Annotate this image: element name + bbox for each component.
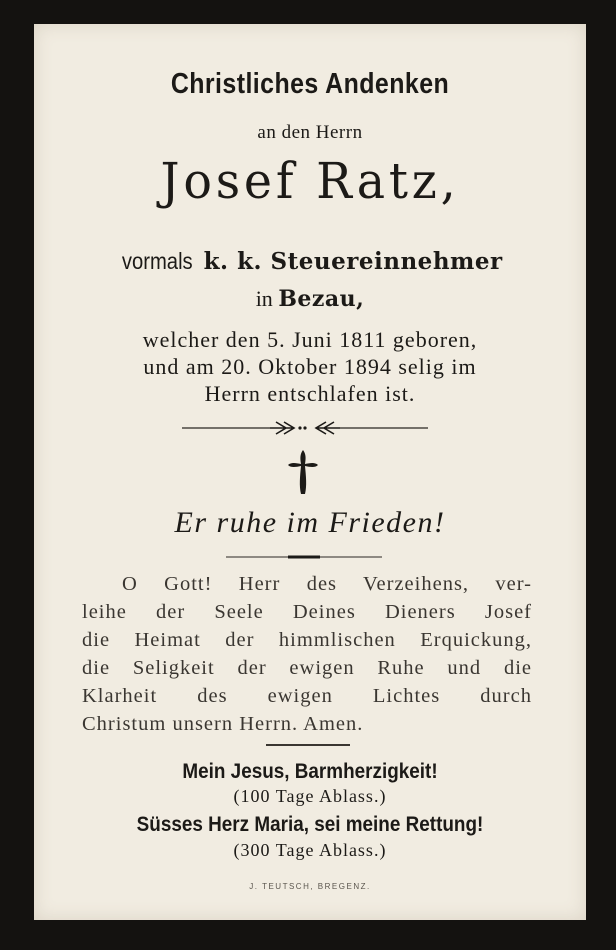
birth-line: welcher den 5. Juni 1811 geboren, bbox=[142, 327, 478, 352]
indulgence-note: (300 Tage Ablass.) bbox=[233, 840, 387, 860]
invocation-jesus: Mein Jesus, Barmherzigkeit! bbox=[182, 760, 438, 783]
deceased-name: Josef Ratz, bbox=[160, 152, 460, 210]
indulgence-note: (100 Tage Ablass.) bbox=[233, 786, 387, 806]
card-title: Christliches Andenken bbox=[170, 68, 450, 100]
printer-credit: J. TEUTSCH, BREGENZ. bbox=[249, 882, 371, 891]
place-prefix: in bbox=[255, 286, 273, 311]
office-prefix: vormals bbox=[122, 248, 194, 274]
invocation-maria: Süsses Herz Maria, sei meine Rettung! bbox=[136, 813, 484, 836]
prayer-line: Christum unsern Herrn. Amen. bbox=[82, 713, 364, 735]
prayer-line: Klarheit des ewigen Lichtes durch bbox=[82, 685, 532, 707]
cross-icon bbox=[286, 448, 320, 496]
preposition-line: an den Herrn bbox=[257, 122, 363, 143]
prayer-line: die Seligkeit der ewigen Ruhe und die bbox=[82, 657, 532, 679]
prayer-line: die Heimat der himmlischen Erquickung, bbox=[82, 629, 532, 651]
arrow-divider-ornament-icon bbox=[182, 416, 428, 440]
office-line bbox=[34, 248, 586, 275]
place-name: Bezau, bbox=[278, 286, 365, 312]
prayer-line: O Gott! Herr des Verzeihens, ver- bbox=[122, 573, 532, 595]
death-line: und am 20. Oktober 1894 selig im bbox=[143, 354, 477, 379]
office-title: k. k. Steuereinnehmer bbox=[203, 248, 503, 275]
rest-in-peace-line: Er ruhe im Frieden! bbox=[174, 506, 446, 539]
death-line-end: Herrn entschlafen ist. bbox=[204, 381, 416, 406]
prayer-paragraph bbox=[82, 570, 532, 738]
section-divider bbox=[226, 554, 382, 560]
place-line bbox=[34, 286, 586, 312]
memorial-card bbox=[34, 24, 586, 920]
short-divider bbox=[266, 744, 350, 746]
prayer-line: leihe der Seele Deines Dieners Josef bbox=[82, 601, 532, 623]
